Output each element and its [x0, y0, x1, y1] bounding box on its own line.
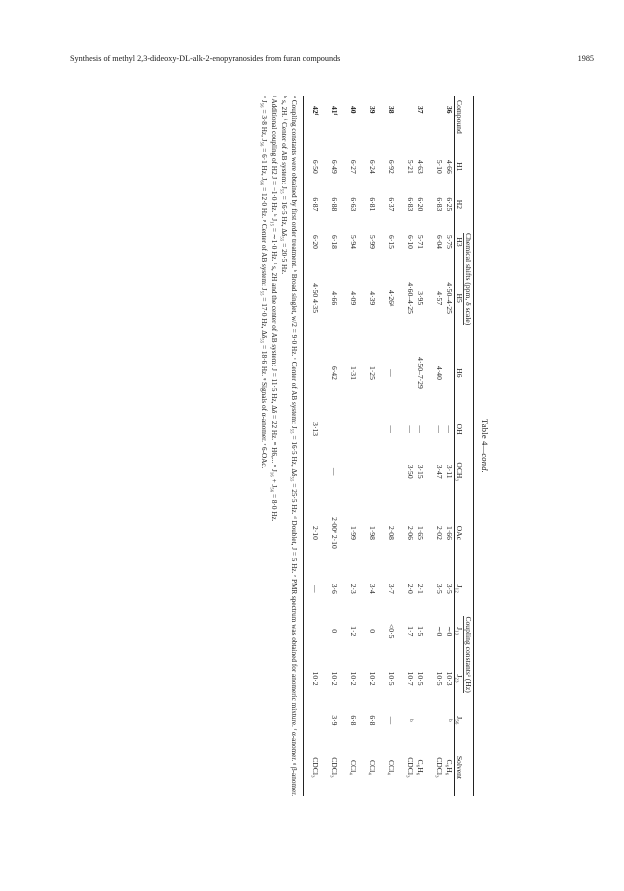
table-cell: ᵇ [406, 718, 415, 722]
data-table [310, 96, 474, 796]
table-cell: — [416, 424, 425, 433]
table-cell [348, 447, 358, 495]
table-cell: CDCl₃ [435, 756, 444, 778]
table-cell: 6·49 [330, 159, 339, 174]
table-cell: 5·94 [349, 234, 358, 249]
table-cell [310, 447, 320, 495]
row-spacer [377, 96, 386, 796]
compound-cell: 42ᶠ [311, 105, 320, 115]
table-cell: 6·83 [406, 196, 415, 211]
table-cell: 10·5 [387, 671, 396, 686]
table-cell: CCl₄ [368, 759, 377, 775]
table-cell: 5·10 [435, 159, 444, 174]
table-cell: 6·8 [368, 714, 377, 725]
table-cell: 10·3 [445, 671, 454, 686]
table-cell: 0 [368, 628, 377, 633]
table-cell: C₆H₆ [416, 758, 425, 775]
compound-cell [405, 96, 415, 148]
col-j23: J₂₃ [455, 673, 464, 683]
table-cell [405, 335, 415, 410]
row-spacer [396, 96, 405, 796]
table-cell: 4·50–7·29 [416, 356, 425, 389]
table-cell [310, 607, 320, 655]
table-cell: 6·63 [349, 196, 358, 211]
table-cell [367, 410, 377, 448]
table-cell: 10·2 [368, 671, 377, 686]
table-row [310, 96, 320, 796]
table-cell: 3·95 [416, 290, 425, 305]
header-chem-shifts-text: Chemical shifts (ppm, δ scale) [464, 232, 473, 325]
table-cell: 3·7 [387, 583, 396, 594]
compound-cell: 37 [416, 105, 425, 114]
table-cell: 10·2 [330, 671, 339, 686]
table-cell: 3·15 [416, 464, 425, 479]
table-cell: 4·63 [416, 159, 425, 174]
table-cell: 6·81 [368, 196, 377, 211]
table-caption-label: Table 4 [480, 418, 490, 446]
compound-cell: 39 [368, 105, 377, 114]
table-cell: CCl₄ [349, 759, 358, 775]
table-cell [434, 701, 444, 738]
header-compound: Compound [455, 96, 474, 148]
table-cell: CCl₄ [387, 759, 396, 775]
table-cell: CDCl₃ [406, 756, 415, 778]
table-cell: 2·1 [416, 583, 425, 594]
table-cell: 2·10 [311, 525, 320, 540]
table-cell: 5·21 [406, 159, 415, 174]
table-cell: 5·99 [368, 234, 377, 249]
col-j13: J₁₃ [455, 626, 464, 635]
table-cell: 6·15 [387, 234, 396, 249]
table-cell: 4·50 4·35 [311, 282, 320, 313]
table-cell: 6·10 [406, 234, 415, 249]
table-row [434, 96, 444, 796]
table-cell: 2·00ᵉ 2·10 [330, 516, 339, 549]
table-cell: 4·66 [445, 159, 454, 174]
table-cell: 6·50 [311, 159, 320, 174]
table-cell: — [330, 467, 339, 475]
compound-cell: 41ᶠ [330, 105, 339, 115]
table-cell: — [406, 424, 415, 433]
table-cell: — [445, 424, 454, 433]
table-cell: 3·5 [445, 583, 454, 594]
table-cell: 2·08 [387, 525, 396, 540]
table-cell: 1·5 [416, 625, 425, 636]
table-cell: 0 [330, 628, 339, 633]
footnote-line: ᵃ Coupling constants were obtained by first order treatment. ᵇ Broad singlet, w/2 = 9·0 Hz. ᶜ Center of AB system: J₅₅ = 16·5 Hz, Δδ₅₅ = 25·5 Hz. ᵈ Doublet, J = 5 Hz. ᵉ PMR spectrum was obtained for anomeric mixture. ᶠ α-anomer. ᵍ β-anomer. ʰ s, 2H. ⁱ Center of AB system: J₅₅ = 16·5 Hz, Δδ₅₅ = 20·5 Hz. [280, 95, 298, 796]
table-row [348, 96, 358, 796]
footnote-line: ʲ Additional coupling of H2 J = −1·0 Hz. ᵏ J₁₅ = ∼1·0 Hz. ˡ s, 2H and the center of AB system: J = 11·5 Hz, Δδ = 22 Hz. ᵐ H6,... ⁿ J₁₆ + J₅₆ = 8·0 Hz. [270, 95, 278, 521]
table-cell: 3·4 [368, 583, 377, 594]
table-cell: ᵇ [445, 718, 454, 722]
compound-cell: 38 [387, 105, 396, 114]
table-cell: 4·57 [435, 290, 444, 305]
col-h5: H5 [455, 293, 464, 303]
table-cell: 4·40 [435, 365, 444, 380]
table-cell [310, 335, 320, 410]
page-number: 1985 [577, 54, 594, 63]
table-cell: 3·5 [435, 583, 444, 594]
table-cell: 6·83 [435, 196, 444, 211]
table-cell [310, 701, 320, 738]
table-cell [348, 410, 358, 448]
table-row [415, 96, 425, 796]
table-cell: 1·99 [349, 525, 358, 540]
table-cell [367, 447, 377, 495]
table-cell: 10·5 [416, 671, 425, 686]
table-cell: 4·09 [349, 290, 358, 305]
table-cell: 1·7 [406, 625, 415, 636]
table-cell: 1·65 [416, 525, 425, 540]
col-h1: H1 [455, 161, 464, 171]
table-cell: 6·27 [349, 159, 358, 174]
col-j56: J₅₆ [455, 715, 464, 725]
table-cell: ∼0 [445, 625, 454, 636]
col-och3: OCH₃ [455, 461, 464, 481]
table-cell: 10·2 [349, 671, 358, 686]
compound-cell [434, 96, 444, 148]
table-cell: 1·25 [368, 365, 377, 380]
table-cell [415, 701, 425, 738]
header-chem-shifts [464, 148, 474, 410]
table-body [310, 96, 454, 796]
table-cell: 1·66 [445, 525, 454, 540]
table-cell: — [387, 424, 396, 433]
table-cell: 3·13 [311, 421, 320, 436]
running-head [70, 54, 594, 63]
table-cell: 3·47 [435, 464, 444, 479]
table-cell: 5·75 [445, 234, 454, 249]
table-cell: 6·42 [330, 365, 339, 380]
table-cell: 6·92 [387, 159, 396, 174]
table-cell: 10·5 [435, 671, 444, 686]
header-solvent: Solvent [455, 738, 474, 795]
rotated-table-block [132, 96, 492, 796]
table-cell: — [435, 424, 444, 433]
table-cell: 6·87 [311, 196, 320, 211]
compound-cell: 40 [349, 105, 358, 114]
table-cell: 6·18 [330, 234, 339, 249]
table-cell: 6·88 [330, 196, 339, 211]
header-spacer [464, 410, 474, 570]
table-cell: C₆H₆ [445, 758, 454, 775]
table-cell: 5·71 [416, 234, 425, 249]
row-spacer [320, 96, 329, 796]
table-cell: 1·2 [349, 625, 358, 636]
table-cell: 4·66 [330, 290, 339, 305]
col-h3: H3 [455, 236, 464, 247]
running-head-title: Synthesis of methyl 2,3-dideoxy-DL-alk-2-enopyranosides from furan compounds [70, 54, 341, 63]
table-cell: 6·20 [311, 234, 320, 249]
header-coupling [464, 570, 474, 738]
table-cell [386, 447, 396, 495]
table-cell: 10·7 [406, 671, 415, 686]
table-cell: 6·04 [435, 234, 444, 249]
table-cell: — [387, 716, 396, 724]
compound-cell: 36 [445, 105, 454, 114]
table-caption-suffix: —cond. [480, 445, 490, 473]
table-cell [329, 410, 339, 448]
table-cell: 4·39 [368, 290, 377, 305]
col-j12: J₁₂ [455, 584, 464, 593]
table-row [329, 96, 339, 796]
table-cell: 4·60–4·25 [406, 281, 415, 314]
table-cell: 3·50 [406, 464, 415, 479]
row-spacer [358, 96, 367, 796]
table-row [405, 96, 415, 796]
table-cell: 6·25 [445, 196, 454, 211]
footnotes [259, 96, 304, 796]
table-cell [444, 335, 454, 410]
col-h6: H6 [455, 367, 464, 378]
table-cell: <0·5 [387, 623, 396, 638]
table-cell: 6·20 [416, 196, 425, 211]
table-cell: 6·8 [349, 714, 358, 725]
table-row [367, 96, 377, 796]
table-cell: 2·06 [406, 525, 415, 540]
table-cell: ∼0 [435, 625, 444, 636]
table-caption [480, 96, 490, 796]
table-cell: 4·26ᵍ [387, 289, 396, 306]
table-row [386, 96, 396, 796]
table-cell: 1·98 [368, 525, 377, 540]
col-oh: OH [455, 423, 464, 435]
table-cell: 2·3 [349, 583, 358, 594]
table-cell: 2·0 [406, 583, 415, 594]
table-cell: CDCl₃ [330, 756, 339, 778]
table-row [444, 96, 454, 796]
footnote-line: ᵒ J₅₆ = 3·8 Hz, J₅₆ = 6·1 Hz, J₆₆ = 12·0 Hz. ᵖ Center of AB system: J₅₅ = 17·0 Hz, Δδ₅₅ = 18·6 Hz. ᵠ Signals of α-anomer. ʳ 6-OAc. [260, 95, 268, 468]
table-cell: 3·6 [330, 583, 339, 594]
table-cell: — [311, 584, 320, 593]
col-oac: OAc [455, 525, 464, 540]
table-cell: 6·37 [387, 196, 396, 211]
table-cell: 3·9 [330, 714, 339, 725]
table-cell: 10·2 [311, 671, 320, 686]
table-cell: 1·31 [349, 365, 358, 380]
header-coupling-text: Coupling constantsᵃ (Hz) [464, 615, 473, 693]
table-cell: CDCl₃ [311, 756, 320, 778]
row-spacer [339, 96, 348, 796]
group-header-row [464, 96, 474, 796]
col-h2: H2 [455, 199, 464, 209]
row-spacer [425, 96, 434, 796]
table-cell: 3·11 [445, 464, 454, 479]
table-cell: — [387, 368, 396, 377]
table-cell: 2·02 [435, 525, 444, 540]
table-cell: 4·50–4·25 [445, 281, 454, 314]
table-cell: 6·24 [368, 159, 377, 174]
